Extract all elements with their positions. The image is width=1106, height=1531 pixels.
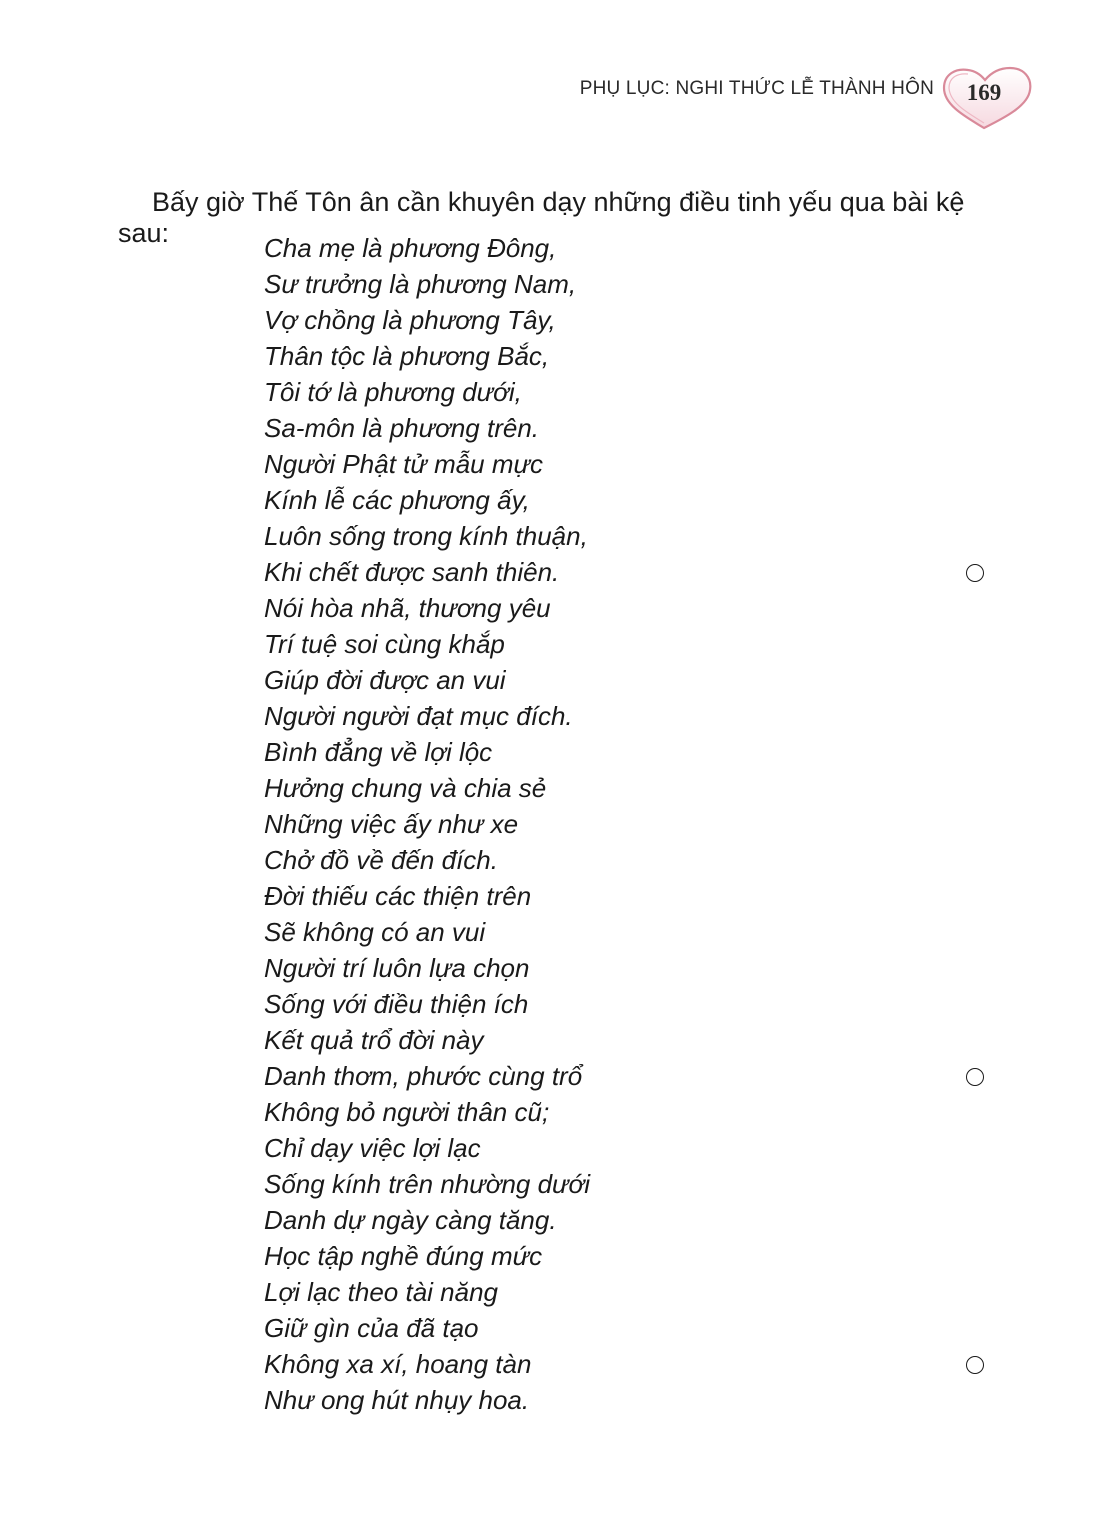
verse-line: Giúp đời được an vui: [264, 665, 506, 695]
verse-line: Những việc ấy như xe: [264, 809, 519, 839]
verse-line: Người Phật tử mẫu mực: [264, 449, 544, 479]
verse-line: Thân tộc là phương Bắc,: [264, 341, 550, 371]
verse-line: Chở đồ về đến đích.: [264, 845, 498, 875]
verse-line: Nói hòa nhã, thương yêu: [264, 593, 551, 623]
verse-line: Tôi tớ là phương dưới,: [264, 377, 522, 407]
verse-line: Trí tuệ soi cùng khắp: [264, 629, 505, 659]
verse-line: Như ong hút nhụy hoa.: [264, 1385, 530, 1415]
verse-line: Không bỏ người thân cũ;: [264, 1097, 550, 1127]
verse-line: Kết quả trổ đời này: [264, 1025, 484, 1055]
running-title: PHỤ LỤC: NGHI THỨC LỄ THÀNH HÔN: [579, 78, 934, 99]
stanza-end-circle-icon: [966, 564, 984, 582]
verse-line: Sư trưởng là phương Nam,: [264, 269, 577, 299]
verse-line: Danh dự ngày càng tăng.: [264, 1205, 557, 1235]
page-number: 169: [966, 80, 1002, 105]
stanza-end-circle-icon: [966, 1068, 984, 1086]
verse-line: Lợi lạc theo tài năng: [264, 1277, 498, 1307]
verse-line: Sống kính trên nhường dưới: [264, 1169, 591, 1199]
verse-line: Người trí luôn lựa chọn: [264, 953, 530, 983]
verse-line: Giữ gìn của đã tạo: [264, 1313, 479, 1343]
verse-line: Học tập nghề đúng mức: [264, 1241, 543, 1271]
verse-line: Cha mẹ là phương Đông,: [264, 233, 557, 263]
verse-line: Danh thơm, phước cùng trổ: [264, 1061, 583, 1091]
verse-line: Sẽ không có an vui: [264, 917, 486, 947]
verse-line: Không xa xí, hoang tàn: [264, 1349, 532, 1379]
stanza-end-circle-icon: [966, 1356, 984, 1374]
verse-line: Kính lễ các phương ấy,: [264, 485, 530, 515]
verse-line: Vợ chồng là phương Tây,: [264, 305, 556, 335]
verse-line: Đời thiếu các thiện trên: [264, 881, 532, 911]
verse-line: Người người đạt mục đích.: [264, 701, 573, 731]
verse-line: Bình đẳng về lợi lộc: [264, 737, 493, 767]
intro-paragraph: Bấy giờ Thế Tôn ân cần khuyên dạy những điều tinh yếu qua bài kệ sau:: [118, 187, 965, 248]
verse-line: Hưởng chung và chia sẻ: [264, 773, 547, 803]
page-number-badge: [938, 62, 1038, 132]
verse-line: Sa-môn là phương trên.: [264, 413, 540, 443]
verse-line: Chỉ dạy việc lợi lạc: [264, 1133, 481, 1163]
verse-line: Sống với điều thiện ích: [264, 989, 529, 1019]
verse-line: Luôn sống trong kính thuận,: [264, 521, 588, 551]
verse-line: Khi chết được sanh thiên.: [264, 557, 560, 587]
verse-list: [264, 230, 590, 1418]
